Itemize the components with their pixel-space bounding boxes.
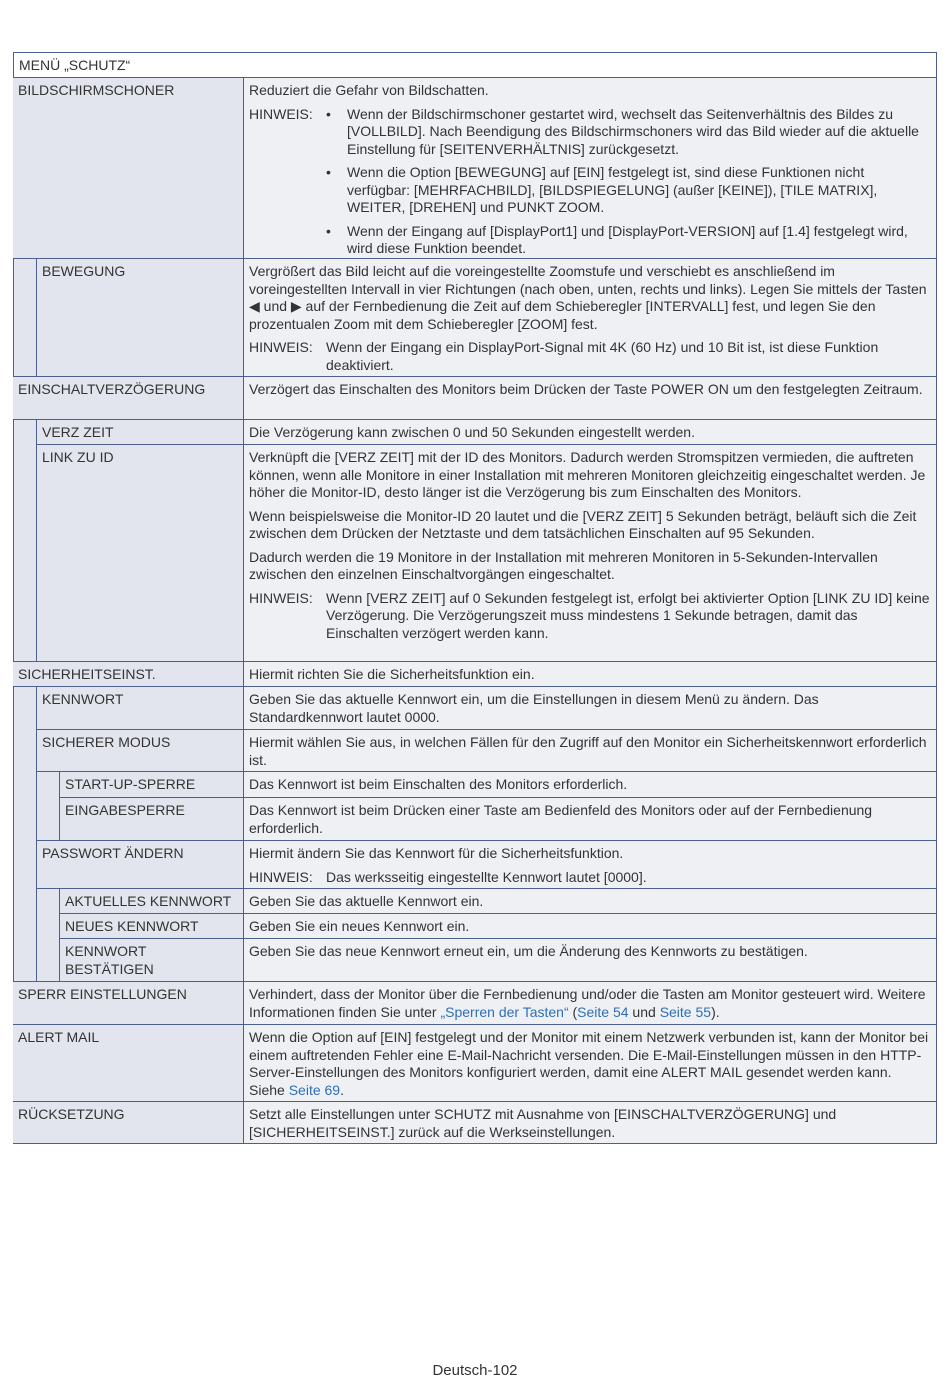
setting-label-cell	[13, 1024, 243, 1102]
text-segment: Geben Sie ein neues Kennwort ein.	[249, 918, 470, 934]
page-number: Deutsch-102	[432, 1362, 518, 1379]
setting-label-cell	[36, 258, 243, 377]
note-label: HINWEIS:	[249, 868, 313, 885]
setting-label-cell	[13, 1101, 243, 1144]
text-segment: .	[340, 1081, 344, 1098]
setting-name: LINK ZU ID	[42, 449, 114, 465]
note-bullet-item	[326, 164, 931, 217]
setting-name: BEWEGUNG	[42, 263, 126, 279]
text-segment: und	[628, 1003, 660, 1020]
note-block	[249, 339, 931, 374]
description-paragraph	[249, 734, 931, 769]
note-text: Wenn der Eingang ein DisplayPort-Signal mit 4K (60 Hz) und 10 Bit ist, ist diese Funktion deaktiviert.	[326, 339, 879, 373]
setting-description-cell	[243, 771, 937, 798]
setting-name: BILDSCHIRMSCHONER	[18, 82, 175, 98]
setting-name: SICHERHEITSEINST.	[18, 666, 156, 682]
setting-name: KENNWORT	[42, 691, 124, 707]
description-paragraph	[249, 1106, 931, 1141]
description-paragraph	[249, 802, 931, 837]
bullet-icon: •	[326, 164, 331, 180]
description-paragraph	[249, 893, 931, 911]
description-paragraph	[249, 691, 931, 726]
note-label: HINWEIS:	[249, 339, 313, 355]
note-bullet-item	[326, 106, 931, 159]
setting-description-cell	[243, 797, 937, 841]
page-reference-link[interactable]: Seite 55	[659, 1003, 712, 1020]
setting-label-cell	[13, 661, 243, 687]
description-paragraph	[249, 381, 931, 399]
setting-description-cell	[243, 376, 937, 420]
setting-name: RÜCKSETZUNG	[18, 1106, 125, 1122]
setting-description-cell	[243, 938, 937, 982]
setting-name: EINSCHALTVERZÖGERUNG	[18, 381, 206, 397]
description-paragraph	[249, 845, 931, 863]
setting-description-cell	[243, 686, 937, 730]
setting-description-cell	[243, 661, 937, 687]
description-paragraph	[249, 666, 931, 684]
nesting-line	[36, 888, 37, 914]
description-paragraph	[249, 776, 931, 794]
table-title: MENÜ „SCHUTZ“	[13, 52, 937, 78]
text-segment: Verknüpft die [VERZ ZEIT] mit der ID des Monitors. Dadurch werden Stromspitzen vermieden, die auftreten können, wenn alle Monitore in einer Installation mit mehreren Monitoren gleichzeitig eingeschaltet werden. Je höher die Monitor-ID, desto länger ist die Verzögerung bis zum Einschalten des Monitors.	[249, 449, 926, 500]
text-segment: Geben Sie das aktuelle Kennwort ein, um die Einstellungen in diesem Menü zu ändern. Das Standardkennwort lautet 0000.	[249, 691, 819, 725]
setting-label-cell	[13, 376, 243, 420]
page-reference-link[interactable]: Seite 69	[288, 1081, 341, 1098]
setting-name: SPERR EINSTELLUNGEN	[18, 986, 187, 1002]
text-segment: Verzögert das Einschalten des Monitors beim Drücken der Taste POWER ON um den festgelegten Zeitraum.	[249, 381, 923, 397]
bullet-icon: •	[326, 105, 331, 122]
setting-label-cell	[36, 729, 243, 772]
setting-name: AKTUELLES KENNWORT	[65, 893, 232, 909]
setting-label-cell	[59, 938, 243, 982]
setting-description-cell	[243, 1101, 937, 1144]
description-paragraph	[249, 424, 931, 442]
page-reference-link[interactable]: Seite 54	[577, 1003, 629, 1020]
text-segment: Hiermit ändern Sie das Kennwort für die Sicherheitsfunktion.	[249, 845, 624, 861]
setting-label-cell	[13, 77, 243, 259]
setting-description-cell	[243, 77, 937, 259]
setting-description-cell	[243, 981, 937, 1025]
note-text: Das werksseitig eingestellte Kennwort lautet [0000].	[326, 868, 647, 885]
setting-name: START-UP-SPERRE	[65, 776, 196, 792]
setting-label-cell	[59, 888, 243, 914]
setting-description-cell	[243, 840, 937, 889]
text-segment: Das Kennwort ist beim Einschalten des Monitors erforderlich.	[249, 776, 628, 792]
setting-description-cell	[243, 888, 937, 914]
description-paragraph	[249, 82, 931, 100]
nesting-line	[36, 771, 37, 798]
description-paragraph	[249, 449, 931, 502]
setting-label-cell	[59, 797, 243, 841]
setting-label-cell	[36, 686, 243, 730]
nesting-line	[36, 938, 37, 982]
text-segment: Geben Sie das aktuelle Kennwort ein.	[249, 893, 484, 909]
note-text: Wenn [VERZ ZEIT] auf 0 Sekunden festgelegt ist, erfolgt bei aktivierter Option [LINK ZU ID] keine Verzögerung. Die Verzögerungszeit muss mindestens 1 Sekunde betragen, damit das Einschalten verzögert werden kann.	[326, 589, 930, 641]
setting-label-cell	[13, 981, 243, 1025]
text-segment: Setzt alle Einstellungen unter SCHUTZ mit Ausnahme von [EINSCHALTVERZÖGERUNG] und [SICHERHEITSEINST.] zurück auf die Werkseinstellungen.	[249, 1106, 837, 1140]
setting-description-cell	[243, 258, 937, 377]
setting-label-cell	[59, 771, 243, 798]
setting-name: PASSWORT ÄNDERN	[42, 845, 184, 861]
note-bullet-item	[326, 223, 931, 258]
setting-label-cell	[36, 840, 243, 889]
text-segment: Vergrößert das Bild leicht auf die voreingestellte Zoomstufe und verschiebt es anschließend im voreingestellten Intervall in vier Richtungen (nach oben, unten, rechts und links). Legen Sie mittels der Tasten ◀ und ▶ auf der Fernbedienung die Zeit auf dem Schieberegler [INTERVALL] fest, und legen Sie den prozentualen Zoom mit dem Schieberegler [ZOOM] fest.	[249, 263, 927, 332]
text-segment: Die Verzögerung kann zwischen 0 und 50 Sekunden eingestellt werden.	[249, 424, 695, 440]
setting-label-cell	[36, 419, 243, 445]
note-label: HINWEIS:	[249, 589, 313, 606]
setting-description-cell	[243, 729, 937, 772]
note-block	[249, 106, 931, 258]
description-paragraph	[249, 508, 931, 543]
setting-label-cell	[59, 913, 243, 939]
description-paragraph	[249, 549, 931, 584]
text-segment: Dadurch werden die 19 Monitore in der Installation mit mehreren Monitoren in 5-Sekunden-Intervallen zwischen den einzelnen Einschaltvorgängen eingeschaltet.	[249, 548, 878, 582]
note-bullet-list	[326, 106, 931, 258]
text-segment: (	[568, 1003, 578, 1020]
setting-name: SICHERER MODUS	[42, 734, 171, 750]
note-block	[249, 869, 931, 887]
text-segment: Hiermit wählen Sie aus, in welchen Fällen für den Zugriff auf den Monitor ein Sicherheitskennwort erforderlich ist.	[249, 734, 927, 768]
text-segment: Wenn beispielsweise die Monitor-ID 20 lautet und die [VERZ ZEIT] 5 Sekunden beträgt, beläuft sich die Zeit zwischen dem Drücken der Netztaste und dem tatsächlichen Einschalten auf 95 Sekunden.	[249, 507, 917, 541]
description-paragraph	[249, 943, 931, 961]
note-text: Wenn der Bildschirmschoner gestartet wird, wechselt das Seitenverhältnis des Bildes zu [VOLLBILD]. Nach Beendigung des Bildschirmschoners wird das Bild wieder auf die aktuelle Einstellung für [SEITENVERHÄLTNIS] zurückgesetzt.	[347, 105, 919, 157]
setting-name: VERZ ZEIT	[42, 424, 114, 440]
text-segment: Wenn die Option auf [EIN] festgelegt und der Monitor mit einem Netzwerk verbunden ist, kann der Monitor bei einem auftretenden Fehler eine E-Mail-Nachricht versenden. Die E-Mail-Einstellungen müssen in den HTTP-Server-Einstellungen des Monitors konfiguriert werden, damit eine ALERT MAIL gesendet werden kann. Siehe	[249, 1029, 929, 1098]
description-paragraph	[249, 918, 931, 936]
bullet-icon: •	[326, 222, 331, 239]
description-paragraph	[249, 1029, 931, 1099]
setting-name: NEUES KENNWORT	[65, 918, 199, 934]
text-segment: Geben Sie das neue Kennwort erneut ein, um die Änderung des Kennworts zu bestätigen.	[249, 943, 808, 959]
setting-description-cell	[243, 419, 937, 445]
setting-name: KENNWORT BESTÄTIGEN	[65, 943, 154, 977]
text-segment: Hiermit richten Sie die Sicherheitsfunktion ein.	[249, 666, 535, 682]
nesting-line	[36, 797, 37, 841]
text-segment: Verhindert, dass der Monitor über die Fernbedienung und/oder die Tasten am Monitor gesteuert wird. Weitere Informationen finden Sie unter	[249, 986, 926, 1020]
setting-name: EINGABESPERRE	[65, 802, 185, 818]
description-paragraph	[249, 986, 931, 1021]
note-block	[249, 590, 931, 643]
nesting-line	[36, 913, 37, 939]
setting-name: ALERT MAIL	[18, 1029, 100, 1045]
text-segment: Das Kennwort ist beim Drücken einer Taste am Bedienfeld des Monitors oder auf der Fernbedienung erforderlich.	[249, 802, 873, 836]
note-text: Wenn der Eingang auf [DisplayPort1] und [DisplayPort-VERSION] auf [1.4] festgelegt wird, wird diese Funktion beendet.	[347, 222, 908, 256]
text-segment: Reduziert die Gefahr von Bildschatten.	[249, 82, 489, 98]
setting-description-cell	[243, 444, 937, 662]
description-paragraph	[249, 263, 931, 333]
setting-label-cell	[36, 444, 243, 662]
setting-description-cell	[243, 1024, 937, 1102]
text-segment: ).	[711, 1003, 720, 1020]
note-text: Wenn die Option [BEWEGUNG] auf [EIN] festgelegt ist, sind diese Funktionen nicht verfügbar: [MEHRFACHBILD], [BILDSPIEGELUNG] (außer [KEINE]), [TILE MATRIX], WEITER, [DREHEN] und PUNKT ZOOM.	[347, 164, 878, 215]
setting-description-cell	[243, 913, 937, 939]
note-label: HINWEIS:	[249, 105, 313, 122]
page-reference-link[interactable]: „Sperren der Tasten“	[440, 1003, 569, 1020]
